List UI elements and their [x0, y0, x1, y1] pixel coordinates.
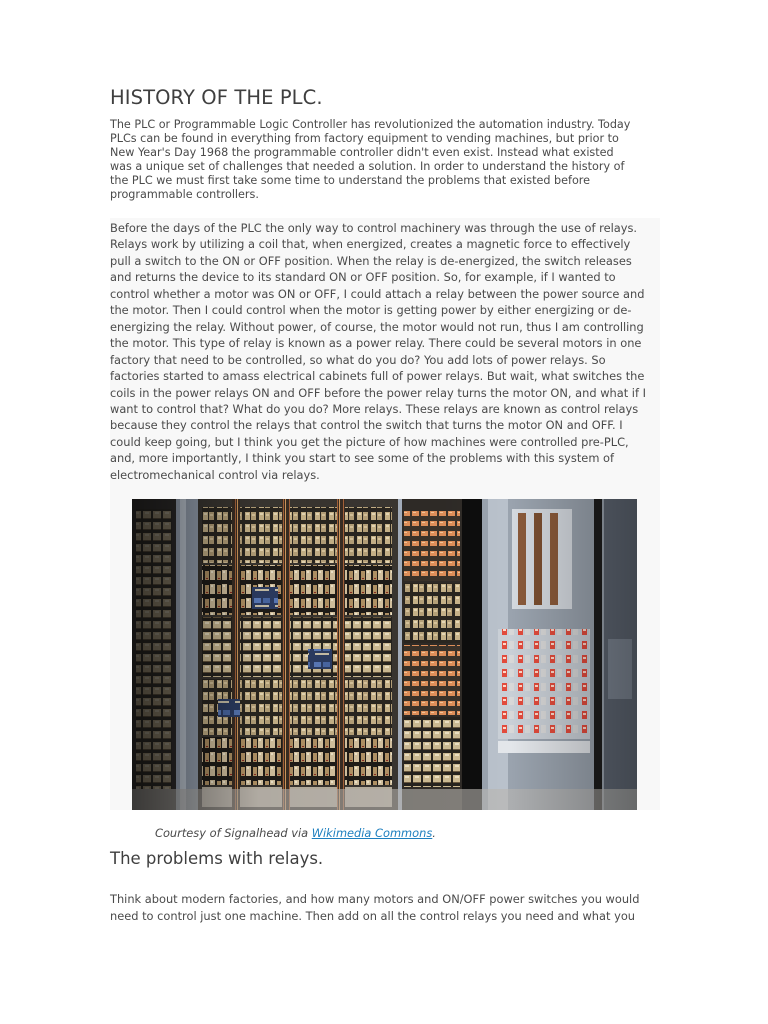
section-heading: The problems with relays. — [110, 849, 324, 868]
relay-line: and, more importantly, I think you start to see some of the problems with this system of — [110, 451, 615, 466]
relay-line: electromechanical control via relays. — [110, 467, 320, 482]
relay-line: energizing the relay. Without power, of course, the motor would not run, thus I am controlling — [110, 319, 644, 334]
factories-paragraph — [110, 891, 660, 924]
caption-suffix: . — [432, 826, 436, 840]
relay-line: the motor. Then I could control when the motor is getting power by either energizing or de- — [110, 303, 632, 318]
intro-line: New Year's Day 1968 the programmable controller didn't even exist. Instead what existed — [110, 145, 614, 159]
intro-paragraph — [110, 118, 658, 201]
relay-line: pull a switch to the ON or OFF position. When the relay is de-energized, the switch releases — [110, 253, 632, 268]
relay-line: because they control the relays that control the switch that turns the motor ON and OFF. I — [110, 418, 623, 433]
relay-line: coils in the power relays ON and OFF before the power relay turns the motor ON, and what if I — [110, 385, 646, 400]
factories-line: Think about modern factories, and how many motors and ON/OFF power switches you would — [110, 892, 640, 906]
factories-line: need to control just one machine. Then add on all the control relays you need and what you — [110, 908, 636, 923]
relay-line: Relays work by utilizing a coil that, when energized, creates a magnetic force to effectively — [110, 237, 631, 252]
relay-line: want to control that? What do you do? More relays. These relays are known as control relays — [110, 401, 639, 416]
intro-line: PLCs can be found in everything from factory equipment to vending machines, but prior to — [110, 131, 619, 145]
caption-prefix: Courtesy of Signalhead via — [155, 826, 312, 840]
relay-line: Before the days of the PLC the only way to control machinery was through the use of relays. — [110, 221, 638, 235]
relay-cabinets-photo — [132, 499, 637, 810]
relay-line: and returns the device to its standard ON or OFF position. So, for example, if I wanted to — [110, 270, 616, 285]
intro-line: the PLC we must first take some time to understand the problems that existed before — [110, 173, 591, 187]
relay-section — [110, 218, 660, 810]
document-title: HISTORY OF THE PLC. — [110, 86, 323, 109]
relay-line: could keep going, but I think you get the picture of how machines were controlled pre-PLC, — [110, 434, 629, 449]
photo-caption — [155, 826, 436, 840]
relay-line: control whether a motor was ON or OFF, I could attach a relay between the power source and — [110, 286, 645, 301]
wikimedia-commons-link[interactable]: Wikimedia Commons — [311, 826, 433, 840]
relay-line: the motor. This type of relay is known as a power relay. There could be several motors in one — [110, 336, 642, 351]
relay-line: factory that need to be controlled, so what do you do? You add lots of power relays. So — [110, 352, 606, 367]
intro-line: was a unique set of challenges that needed a solution. In order to understand the history of — [110, 159, 625, 173]
relay-paragraph — [110, 220, 660, 483]
intro-line: programmable controllers. — [110, 187, 259, 201]
intro-line: The PLC or Programmable Logic Controller has revolutionized the automation industry. Today — [110, 118, 631, 131]
relay-line: factories started to amass electrical cabinets full of power relays. But wait, what switches the — [110, 369, 645, 384]
